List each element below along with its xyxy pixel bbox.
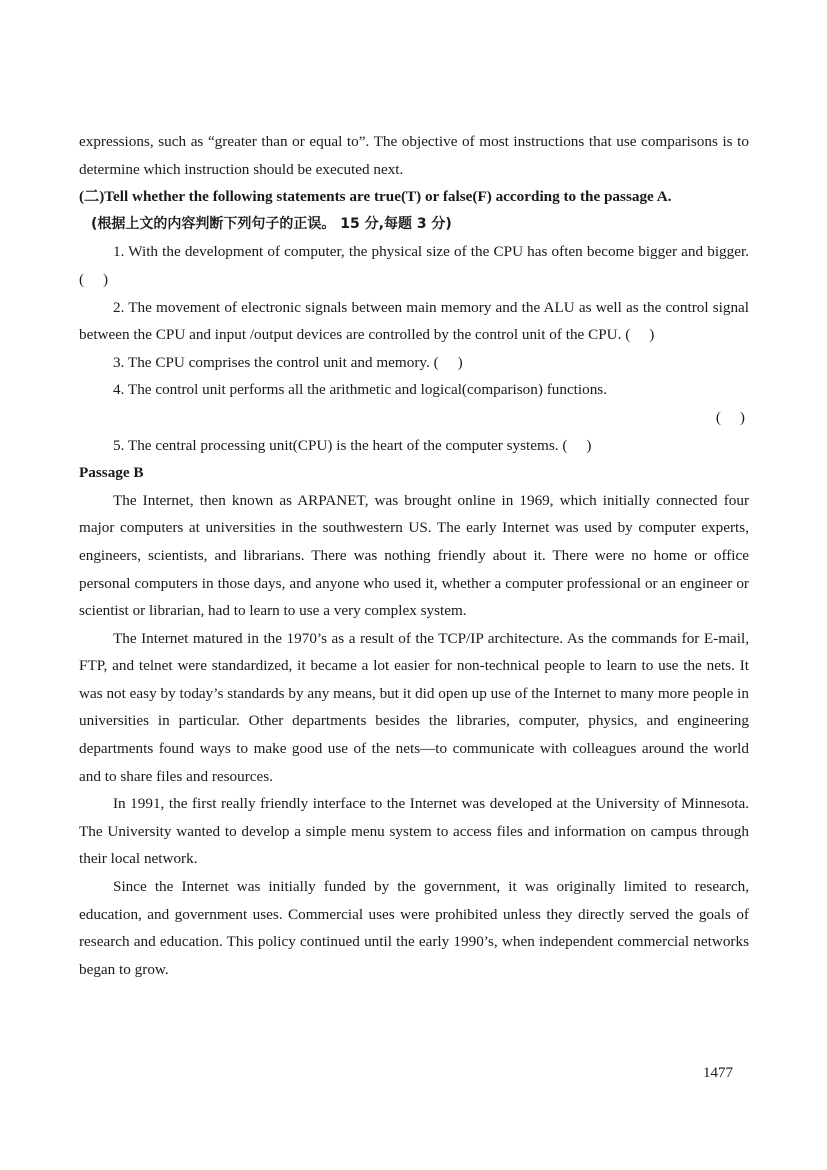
- document-page: [79, 128, 749, 983]
- statement-5: 5. The central processing unit(CPU) is the heart of the computer systems. ( ): [113, 436, 592, 454]
- statement-4-blank: ( ): [715, 408, 745, 426]
- passage-paragraph-2: The Internet matured in the 1970’s as a result of the TCP/IP architecture. As the commands for E-mail, FTP, and telnet were standardized, it became a lot easier for non-technical people to learn to use the nets. It was not easy by today’s standards by any means, but it did open up use of the Internet to many more people in universities in particular. Other departments besides the libraries, computer, physics, and engineering departments found ways to make good use of the nets—to communicate with colleagues around the world and to share files and resources.: [79, 629, 749, 785]
- exercise-heading: (二)Tell whether the following statements are true(T) or false(F) according to the passage A.: [79, 188, 672, 206]
- passage-paragraph-1: The Internet, then known as ARPANET, was brought online in 1969, which initially connected four major computers at universities in the southwestern US. The early Internet was used by computer experts, engineers, scientists, and librarians. There was nothing friendly about it. There were no home or office personal computers in those days, and anyone who used it, whether a computer professional or an engineer or scientist or librarian, had to learn to use a very complex system.: [79, 491, 749, 620]
- page-number: 1477: [703, 1065, 733, 1081]
- exercise-instruction: (根据上文的内容判断下列句子的正误。 15 分,每题 3 分): [91, 215, 452, 232]
- statement-1: 1. With the development of computer, the physical size of the CPU has often become bigger and bigger. ( ): [79, 243, 749, 288]
- statement-3: 3. The CPU comprises the control unit and memory. ( ): [113, 353, 463, 371]
- statement-4: 4. The control unit performs all the arithmetic and logical(comparison) functions.: [113, 381, 608, 399]
- statement-2: 2. The movement of electronic signals between main memory and the ALU as well as the control signal between the CPU and input /output devices are controlled by the control unit of the CPU. ( ): [79, 298, 749, 344]
- passage-title: Passage B: [79, 464, 144, 482]
- passage-paragraph-3: In 1991, the first really friendly interface to the Internet was developed at the University of Minnesota. The University wanted to develop a simple menu system to access files and information on campus through their local network.: [79, 795, 749, 868]
- continuation-paragraph: expressions, such as “greater than or equal to”. The objective of most instructions that use comparisons is to determine which instruction should be executed next.: [79, 133, 749, 178]
- passage-paragraph-4: Since the Internet was initially funded by the government, it was originally limited to research, education, and government uses. Commercial uses were prohibited unless they directly served the goals of research and education. This policy continued until the early 1990’s, when independent commercial networks began to grow.: [79, 878, 749, 978]
